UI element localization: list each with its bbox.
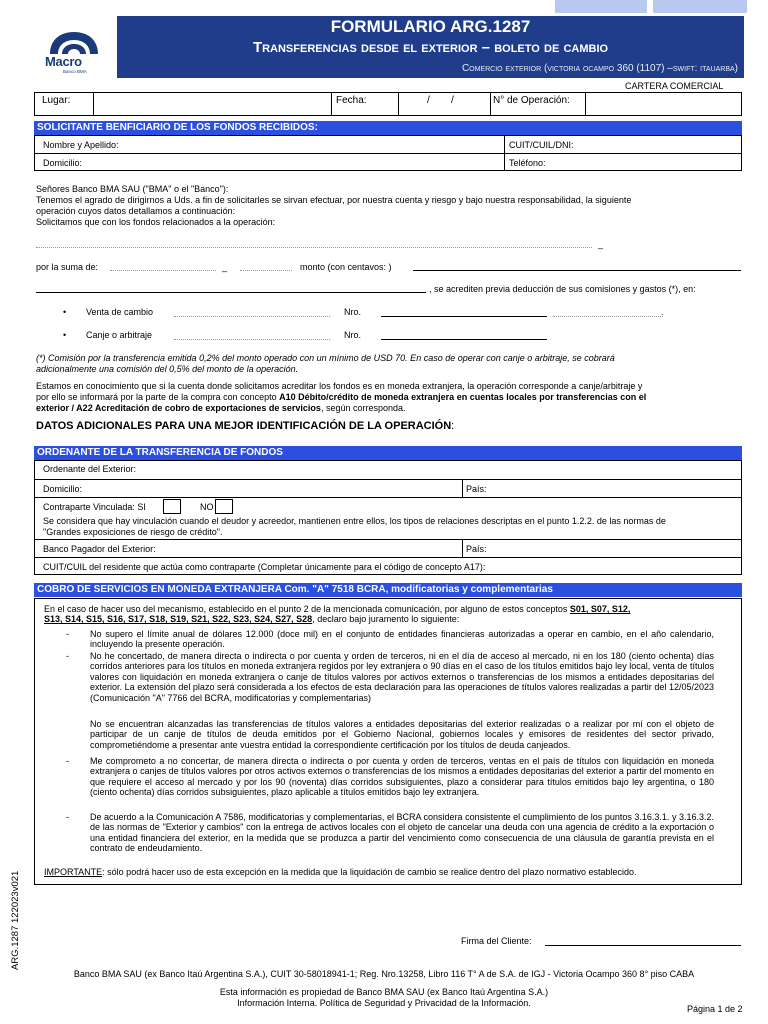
section-solicitante-title: SOLICITANTE BENFICIARIO DE LOS FONDOS RECIBIDOS: bbox=[34, 121, 742, 135]
nro-1-label: Nro. bbox=[344, 307, 362, 317]
canje-label: Canje o arbitraje bbox=[86, 330, 153, 340]
ordenante-label: Ordenante del Exterior: bbox=[43, 464, 137, 474]
footer-line-2: Esta información es propiedad de Banco BMA SAU (ex Banco Itaú Argentina S.A.) bbox=[219, 987, 549, 997]
bullet-4-text: De acuerdo a la Comunicación A 7586, modificatorias y complementarias, el BCRA considera consistente el cumplimiento de los puntos 3.16.3.1. y 3.16.3.2. de las normas de "Exterior y cambios" con la entrega de activos locales con el objeto de cancelar una deuda con una agencia de crédito a la exportación o una entidad financiera del exterior, en la medida que se produzca a partir del vencimiento como consecuencia de una cláusula de garantía prevista en el contrato de endeudamiento. bbox=[90, 812, 714, 854]
cuit-contraparte-label: CUIT/CUIL del residente que actúa como contraparte (Completar únicamente para el código de concepto A17): bbox=[43, 562, 486, 572]
vinculacion-text-1: Se considera que hay vinculación cuando el deudor y acreedor, mantienen entre ellos, los tipos de relaciones descriptas en el punto 1.2.2. de las normas de bbox=[43, 516, 666, 526]
tab-1 bbox=[555, 0, 647, 13]
bullet-3-text: Me comprometo a no concertar, de manera directa o indirecta o por cuenta y orden de terceros, ventas en el país de títulos con liquidación en moneda extranjera o canjes de títulos valores por otros activos externos o transferencias de los mismos a entidades depositarias del exterior a partir del momento en que requiere el acceso al mercado y por los 90 (noventa) días corridos subsiguientes, plazo a considerar para títulos emitidos bajo ley argentina, o 180 (ciento ochenta) días corridos subsiguientes, plazo aplicable a títulos emitidos bajo ley extranjera. bbox=[90, 756, 714, 798]
vinculada-label: Contraparte Vinculada: SI bbox=[43, 502, 146, 512]
comision-line-2: adicionalmente una comisión del 0,5% del monto de la operación. bbox=[36, 364, 299, 374]
intro-line-4: Solicitamos que con los fondos relacionados a la operación: bbox=[36, 217, 276, 227]
footer-line-1: Banco BMA SAU (ex Banco Itaú Argentina S.A.), CUIT 30-58018941-1; Reg. Nro.13258, Libro 116 T° A de S.A. de IGJ - Victoria Ocampo 360 8° piso CABA bbox=[73, 969, 695, 979]
cuit-label: CUIT/CUIL/DNI: bbox=[509, 140, 574, 150]
bullet-2-dash: - bbox=[66, 651, 69, 661]
acrediten-text: , se acrediten previa deducción de sus comisiones y gastos (*), en: bbox=[429, 284, 696, 294]
bullet-1-dash: - bbox=[66, 629, 69, 639]
intro-line-1: Señores Banco BMA SAU ("BMA" o el "Banco"): bbox=[36, 184, 229, 194]
lugar-label: Lugar: bbox=[42, 95, 71, 106]
tab-2 bbox=[653, 0, 747, 13]
fondos-line bbox=[36, 247, 592, 248]
top-row-box bbox=[34, 92, 742, 116]
datos-adicionales-title: DATOS ADICIONALES PARA UNA MEJOR IDENTIFICACIÓN DE LA OPERACIÓN: bbox=[36, 420, 455, 432]
bullet-3-dash: - bbox=[66, 756, 69, 766]
firma-label: Firma del Cliente: bbox=[461, 936, 532, 946]
venta-cambio-label: Venta de cambio bbox=[86, 307, 154, 317]
bullet-2-text: No he concertado, de manera directa o indirecta o por cuenta y orden de terceros, ni en el día de acceso al mercado, ni en los 180 (ciento ochenta) días corridos anteriores para los títulos en moneda extranjera regidos por ley extranjera o 90 días en el caso de los títulos emitidos bajo ley local, venta de títulos valores con liquidación en moneda extranjera o canje de títulos valores por activos externos o transferencias de los mismos a entidades depositarias del exterior. La extensión del plazo será considerada a los efectos de esta declaración para las operaciones de títulos valores realizadas a partir del 12/05/2023 (Comunicación "A" 7766 del BCRA, modificatorias y complementarias) bbox=[90, 651, 714, 703]
form-title: FORMULARIO ARG.1287 bbox=[330, 17, 531, 36]
estamos-line-2: por ello se informará por la parte de la compra con concepto A10 Débito/crédito de moneda extranjera en cuentas locales por transferencias con el bbox=[36, 392, 647, 402]
nombre-label: Nombre y Apellido: bbox=[43, 140, 119, 150]
suma-label: por la suma de: bbox=[36, 262, 99, 272]
estamos-line-3: exterior / A22 Acreditación de cobro de exportaciones de servicios, según corresponda. bbox=[36, 403, 406, 413]
vinculada-no-checkbox[interactable] bbox=[215, 499, 233, 514]
cartera-label: CARTERA COMERCIAL bbox=[625, 81, 724, 91]
importante-text: IMPORTANTE: sólo podrá hacer uso de esta excepción en la medida que la liquidación de cambio se realice dentro del plazo normativo establecido. bbox=[44, 867, 637, 877]
firma-line[interactable] bbox=[545, 945, 741, 946]
domicilio-label: Domicilio: bbox=[43, 158, 83, 168]
header-band bbox=[117, 16, 744, 78]
intro-line-3: operación cuyos datos detallamos a continuación: bbox=[36, 206, 236, 216]
banco-pais-label: País: bbox=[466, 544, 487, 554]
page-number: Página 1 de 2 bbox=[687, 1004, 743, 1014]
monto-label: monto (con centavos: ) bbox=[300, 262, 392, 272]
vinculada-no-label: NO bbox=[200, 502, 214, 512]
estamos-line-1: Estamos en conocimiento que si la cuenta donde solicitamos acreditar los fondos es en moneda extranjera, la operación corresponde a canje/arbitraje y bbox=[36, 381, 643, 391]
form-subtitle: Transferencias desde el exterior – boleto de cambio bbox=[252, 39, 609, 56]
bullet-1-text: No supero el límite anual de dólares 12.000 (doce mil) en el conjunto de entidades financieras autorizadas a operar en cambio, en el año calendario, incluyendo la presente operación. bbox=[90, 629, 714, 650]
footer-line-3: Información Interna. Política de Seguridad y Privacidad de la Información. bbox=[237, 998, 531, 1008]
vertical-form-code: ARG.1287 122023v021 bbox=[10, 870, 21, 970]
logo-subtext: Banco BMA bbox=[63, 69, 87, 74]
section-ordenante-title: ORDENANTE DE LA TRANSFERENCIA DE FONDOS bbox=[34, 446, 742, 460]
vinculada-si-checkbox[interactable] bbox=[163, 499, 181, 514]
ord-domicilio-label: Domicilio: bbox=[43, 484, 83, 494]
logo-text: Macro bbox=[45, 54, 82, 69]
ord-pais-label: País: bbox=[466, 484, 487, 494]
form-address: Comercio exterior (victoria ocampo 360 (1107) –swift: itauarba) bbox=[461, 63, 738, 74]
section-servicios-title: COBRO DE SERVICIOS EN MONEDA EXTRANJERA Com. "A" 7518 BCRA, modificatorias y complementarias bbox=[34, 583, 742, 597]
fecha-slash-2: / bbox=[451, 95, 454, 106]
banco-pagador-label: Banco Pagador del Exterior: bbox=[43, 544, 156, 554]
bullet-4-dash: - bbox=[66, 812, 69, 822]
fecha-slash-1: / bbox=[427, 95, 430, 106]
fecha-label: Fecha: bbox=[336, 95, 367, 106]
nro-2-label: Nro. bbox=[344, 330, 362, 340]
intro-line-2: Tenemos el agrado de dirigirnos a Uds. a fin de solicitarles se sirvan efectuar, por nuestra cuenta y riesgo y bajo nuestra responsabilidad, la siguiente bbox=[36, 195, 632, 205]
servicios-intro: En el caso de hacer uso del mecanismo, establecido en el punto 2 de la mencionada comunicación, por alguno de estos conceptos S01, S07, S12, S13, S14, S15, S16, S17, S18, S19, S21, S22, S23, S24, S27, S28, declaro bajo juramento lo siguiente: bbox=[44, 604, 631, 625]
telefono-label: Teléfono: bbox=[509, 158, 546, 168]
comision-line-1: (*) Comisión por la transferencia emitida 0,2% del monto operado con un mínimo de USD 70. En caso de operar con canje o arbitraje, se cobrará bbox=[36, 353, 615, 363]
bullet-2-extra: No se encuentran alcanzadas las transferencias de títulos valores a entidades depositarias del exterior realizadas o a realizar por mí con el objeto de participar de un canje de títulos de deuda emitidos por el Gobierno Nacional, gobiernos locales y emisores de residentes del sector privado, comprometiéndome a presentar ante vuestra entidad la correspondiente certificación por los títulos de deuda canjeados. bbox=[90, 719, 714, 750]
vinculacion-text-2: "Grandes exposiciones de riesgo de crédito". bbox=[43, 527, 223, 537]
operacion-label: N° de Operación: bbox=[493, 95, 570, 106]
